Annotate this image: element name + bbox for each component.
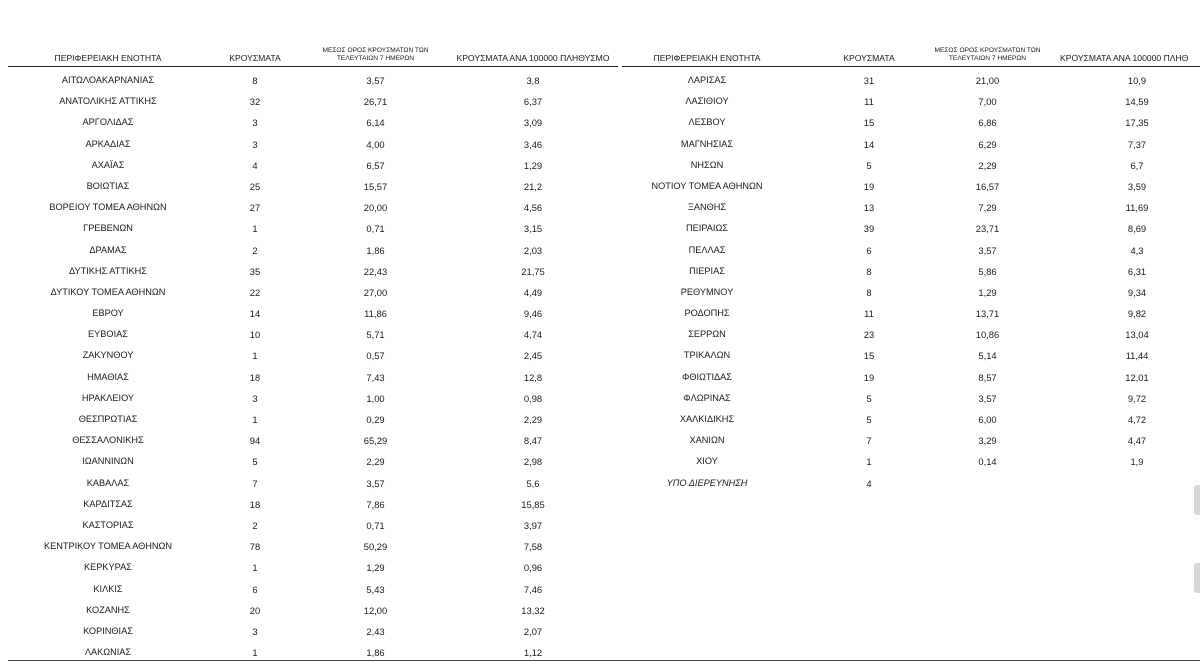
table-row — [8, 324, 618, 345]
table-bottom-border — [8, 660, 1200, 661]
cell-per-100k: 3,46 — [523, 138, 543, 150]
cell-avg-7-days: 10,86 — [975, 329, 1000, 341]
cell-region: ΠΕΙΡΑΙΩΣ — [686, 223, 728, 234]
cell-per-100k: 4,56 — [523, 202, 543, 214]
cell-cases: 11 — [864, 96, 874, 108]
cell-region: ΖΑΚΥΝΘΟΥ — [82, 350, 134, 361]
table-row — [622, 345, 1200, 366]
cell-avg-7-days: 5,14 — [978, 350, 997, 362]
cell-avg-7-days: 0,71 — [366, 519, 385, 531]
cell-cases: 94 — [249, 435, 261, 447]
header-avg-line2: ΤΕΛΕΥΤΑΙΩΝ 7 ΗΜΕΡΩΝ — [948, 55, 1027, 62]
cell-region: ΘΕΣΠΡΩΤΙΑΣ — [78, 414, 138, 424]
cell-per-100k: 11,69 — [1125, 202, 1149, 214]
cell-region: ΛΑΚΩΝΙΑΣ — [84, 647, 132, 658]
cell-cases: 3 — [252, 625, 258, 637]
cell-per-100k: 9,34 — [1127, 286, 1147, 298]
cell-cases: 14 — [863, 138, 875, 150]
cell-cases: 1 — [252, 414, 258, 425]
cell-per-100k: 10,9 — [1127, 75, 1147, 86]
cell-per-100k: 11,44 — [1125, 350, 1149, 362]
cell-region: ΡΕΘΥΜΝΟΥ — [680, 286, 734, 297]
cell-avg-7-days: 3,29 — [978, 435, 997, 447]
cell-per-100k: 12,01 — [1125, 371, 1149, 383]
cell-avg-7-days: 0,57 — [366, 350, 385, 362]
cell-avg-7-days: 3,57 — [978, 244, 997, 256]
cell-region: ΑΧΑΪΑΣ — [91, 159, 125, 170]
cell-region: ΚΑΣΤΟΡΙΑΣ — [82, 519, 134, 530]
cell-cases: 15 — [863, 117, 875, 129]
table-row — [622, 324, 1200, 345]
cell-cases: 25 — [249, 180, 261, 192]
cell-region: ΚΟΡΙΝΘΙΑΣ — [83, 625, 133, 636]
cell-per-100k: 14,59 — [1125, 96, 1149, 108]
cell-cases: 5 — [252, 456, 258, 468]
cell-region: ΔΡΑΜΑΣ — [89, 244, 127, 255]
table-row — [622, 134, 1200, 155]
cell-region: ΤΡΙΚΑΛΩΝ — [683, 350, 731, 361]
cell-avg-7-days: 27,00 — [363, 286, 388, 298]
header-avg-7-days — [920, 47, 1055, 63]
table-row — [622, 70, 1200, 91]
cell-per-100k: 9,46 — [523, 308, 543, 320]
cell-cases: 7 — [252, 477, 258, 489]
header-region: ΠΕΡΙΦΕΡΕΙΑΚΗ ΕΝΟΤΗΤΑ — [653, 53, 761, 63]
cell-cases: 8 — [866, 286, 872, 298]
cell-avg-7-days: 1,86 — [366, 647, 385, 659]
table-row — [8, 345, 618, 366]
cell-region: ΦΛΩΡΙΝΑΣ — [683, 392, 731, 403]
cell-per-100k: 3,8 — [526, 75, 540, 86]
cell-per-100k: 0,96 — [523, 562, 543, 574]
table-row — [8, 70, 618, 91]
table-row — [622, 176, 1200, 197]
header-cases: ΚΡΟΥΣΜΑΤΑ — [843, 53, 895, 63]
cell-per-100k: 7,46 — [523, 583, 543, 595]
cell-region: ΚΕΝΤΡΙΚΟΥ ΤΟΜΕΑ ΑΘΗΝΩΝ — [43, 541, 173, 552]
cell-avg-7-days: 50,29 — [363, 541, 388, 553]
table-row — [8, 240, 618, 261]
table-row — [8, 218, 618, 239]
cell-per-100k: 17,35 — [1125, 117, 1149, 129]
cell-per-100k: 21,75 — [521, 265, 545, 277]
cell-per-100k: 4,47 — [1127, 435, 1147, 447]
cell-per-100k: 7,58 — [523, 541, 543, 553]
cell-region: ΜΑΓΝΗΣΙΑΣ — [680, 138, 734, 149]
cell-region: ΑΡΓΟΛΙΔΑΣ — [82, 117, 134, 128]
cell-avg-7-days: 26,71 — [363, 96, 388, 108]
cell-avg-7-days: 3,57 — [978, 392, 997, 404]
cell-cases: 1 — [252, 350, 258, 362]
cell-cases: 1 — [252, 562, 258, 574]
cell-avg-7-days: 2,29 — [366, 456, 385, 468]
cell-cases: 3 — [252, 117, 258, 129]
cell-region: ΚΕΡΚΥΡΑΣ — [84, 562, 132, 573]
cell-per-100k: 7,37 — [1127, 138, 1147, 150]
cell-cases: 39 — [863, 223, 875, 235]
table-row — [8, 282, 618, 303]
cell-region: ΗΡΑΚΛΕΙΟΥ — [81, 392, 135, 403]
cell-region: ΧΑΝΙΩΝ — [689, 435, 725, 446]
cell-region: ΛΑΡΙΣΑΣ — [687, 75, 727, 85]
cell-cases: 31 — [863, 75, 875, 86]
cell-per-100k: 2,45 — [523, 350, 543, 362]
table-row — [8, 515, 618, 536]
table-row — [622, 282, 1200, 303]
cell-cases: 23 — [863, 329, 875, 341]
cell-avg-7-days: 7,29 — [978, 202, 997, 214]
cell-region: ΧΙΟΥ — [696, 456, 718, 467]
header-avg-line2: ΤΕΛΕΥΤΑΙΩΝ 7 ΗΜΕΡΩΝ — [336, 55, 415, 62]
cell-cases: 5 — [866, 392, 872, 404]
table-row — [8, 494, 618, 515]
cell-per-100k: 9,72 — [1127, 392, 1147, 404]
cell-per-100k: 1,9 — [1130, 456, 1144, 468]
cell-cases: 19 — [863, 371, 875, 383]
cell-avg-7-days: 6,29 — [978, 138, 997, 150]
cell-avg-7-days: 5,86 — [978, 265, 997, 277]
cell-avg-7-days: 8,57 — [978, 371, 997, 383]
cell-per-100k: 3,97 — [523, 519, 543, 531]
cell-per-100k: 2,29 — [523, 414, 543, 425]
cell-region: ΚΑΒΑΛΑΣ — [86, 477, 130, 488]
header-per-100k: ΚΡΟΥΣΜΑΤΑ ΑΝΑ 100000 ΠΛΗΘ — [1060, 53, 1189, 63]
table-row — [8, 600, 618, 621]
cell-cases: 27 — [249, 202, 261, 214]
cell-avg-7-days: 3,57 — [366, 477, 385, 489]
table-row — [622, 388, 1200, 409]
cell-per-100k: 3,15 — [523, 223, 543, 235]
table-row — [8, 367, 618, 388]
cell-cases: 35 — [249, 265, 261, 277]
cell-region: ΥΠΟ ΔΙΕΡΕΥΝΗΣΗ — [666, 477, 748, 488]
table-row — [622, 261, 1200, 282]
cell-cases: 7 — [866, 435, 872, 447]
cell-per-100k: 1,12 — [523, 647, 543, 659]
cell-avg-7-days: 65,29 — [363, 435, 388, 447]
cell-region: ΒΟΙΩΤΙΑΣ — [86, 180, 130, 191]
cell-per-100k: 4,49 — [523, 286, 543, 298]
cell-cases: 11 — [864, 308, 874, 320]
table-row — [8, 473, 618, 494]
cell-per-100k: 8,47 — [523, 435, 543, 447]
cell-region: ΔΥΤΙΚΗΣ ΑΤΤΙΚΗΣ — [69, 265, 147, 276]
table-row — [8, 409, 618, 430]
cell-per-100k: 4,72 — [1127, 414, 1147, 425]
cell-per-100k: 2,03 — [523, 244, 543, 256]
header-region: ΠΕΡΙΦΕΡΕΙΑΚΗ ΕΝΟΤΗΤΑ — [54, 53, 162, 63]
cell-cases: 20 — [249, 604, 261, 616]
header-cases: ΚΡΟΥΣΜΑΤΑ — [229, 53, 281, 63]
cell-per-100k: 1,29 — [523, 159, 543, 171]
header-avg-7-days — [308, 47, 443, 63]
cell-region: ΠΙΕΡΙΑΣ — [689, 265, 725, 276]
cell-cases: 5 — [866, 414, 872, 425]
table-row — [8, 536, 618, 557]
cell-per-100k: 21,2 — [523, 180, 543, 192]
table-row — [8, 197, 618, 218]
cell-avg-7-days: 15,57 — [363, 180, 388, 192]
cell-cases: 2 — [252, 519, 258, 531]
table-body — [622, 70, 1200, 494]
table-row — [8, 261, 618, 282]
cell-region: ΧΑΛΚΙΔΙΚΗΣ — [679, 414, 735, 424]
cell-per-100k: 2,98 — [523, 456, 543, 468]
cell-cases: 78 — [249, 541, 261, 553]
cell-cases: 8 — [866, 265, 872, 277]
cell-cases: 1 — [252, 223, 258, 235]
table-row — [8, 134, 618, 155]
cell-avg-7-days: 1,29 — [366, 562, 385, 574]
cell-region: ΑΝΑΤΟΛΙΚΗΣ ΑΤΤΙΚΗΣ — [59, 96, 157, 107]
cell-cases: 18 — [249, 498, 261, 510]
cell-region: ΚΟΖΑΝΗΣ — [86, 604, 130, 615]
cell-cases: 3 — [252, 392, 258, 404]
cell-cases: 10 — [249, 329, 261, 341]
cell-per-100k: 4,3 — [1130, 244, 1144, 256]
cell-region: ΓΡΕΒΕΝΩΝ — [83, 223, 133, 234]
cell-region: ΞΑΝΘΗΣ — [687, 202, 727, 213]
cell-per-100k: 6,31 — [1127, 265, 1147, 277]
cell-cases: 19 — [863, 180, 875, 192]
cell-per-100k: 3,59 — [1127, 180, 1147, 192]
cell-region: ΑΙΤΩΛΟΑΚΑΡΝΑΝΙΑΣ — [61, 75, 155, 85]
cell-avg-7-days: 6,57 — [366, 159, 385, 171]
cell-avg-7-days: 0,71 — [366, 223, 385, 235]
cell-cases: 2 — [252, 244, 258, 256]
cell-cases: 32 — [249, 96, 261, 108]
table-row — [622, 91, 1200, 112]
table-row — [8, 579, 618, 600]
cell-avg-7-days: 20,00 — [363, 202, 388, 214]
cell-per-100k: 4,74 — [523, 329, 543, 341]
cell-region: ΝΗΣΩΝ — [690, 159, 724, 170]
cell-per-100k: 13,32 — [521, 604, 545, 616]
cell-per-100k: 3,09 — [523, 117, 543, 129]
table-row — [622, 155, 1200, 176]
cell-cases: 8 — [252, 75, 258, 86]
table-row — [622, 197, 1200, 218]
table-row — [8, 557, 618, 578]
cell-avg-7-days: 0,14 — [978, 456, 997, 468]
table-row — [622, 240, 1200, 261]
cell-cases: 15 — [863, 350, 875, 362]
cell-avg-7-days: 6,86 — [978, 117, 997, 129]
cell-cases: 1 — [252, 647, 258, 659]
table-row — [622, 367, 1200, 388]
table-header — [622, 0, 1200, 67]
cell-per-100k: 6,7 — [1130, 159, 1144, 171]
table-row — [622, 409, 1200, 430]
cell-region: ΛΕΣΒΟΥ — [688, 117, 726, 128]
cell-region: ΠΕΛΛΑΣ — [688, 244, 726, 255]
table-row — [8, 176, 618, 197]
cell-region: ΡΟΔΟΠΗΣ — [684, 308, 730, 319]
page-edge-shadow — [1194, 563, 1200, 593]
header-avg-line1: ΜΕΣΟΣ ΟΡΟΣ ΚΡΟΥΣΜΑΤΩΝ ΤΩΝ — [934, 47, 1041, 54]
table-row — [622, 451, 1200, 472]
cell-avg-7-days: 6,00 — [978, 414, 997, 425]
cell-cases: 22 — [249, 286, 261, 298]
cell-avg-7-days: 2,43 — [366, 625, 385, 637]
cell-cases: 14 — [249, 308, 261, 320]
cell-cases: 3 — [252, 138, 258, 150]
table-row — [622, 218, 1200, 239]
cell-avg-7-days: 0,29 — [366, 414, 385, 425]
cell-region: ΚΙΛΚΙΣ — [93, 583, 123, 594]
table-row — [622, 430, 1200, 451]
cell-avg-7-days: 7,43 — [366, 371, 385, 383]
table-row — [8, 303, 618, 324]
cell-cases: 6 — [252, 583, 258, 595]
table-row — [8, 621, 618, 642]
cell-avg-7-days: 5,43 — [366, 583, 385, 595]
cell-avg-7-days: 1,29 — [978, 286, 997, 298]
cell-region: ΔΥΤΙΚΟΥ ΤΟΜΕΑ ΑΘΗΝΩΝ — [50, 286, 166, 297]
cell-avg-7-days: 7,00 — [978, 96, 997, 108]
table-row — [8, 155, 618, 176]
cell-region: ΗΜΑΘΙΑΣ — [87, 371, 129, 382]
cell-cases: 18 — [249, 371, 261, 383]
cell-avg-7-days: 16,57 — [975, 180, 1000, 192]
cell-avg-7-days: 23,71 — [975, 223, 1000, 235]
cell-cases: 5 — [866, 159, 872, 171]
cell-avg-7-days: 12,00 — [363, 604, 388, 616]
table-row — [8, 388, 618, 409]
cell-avg-7-days: 11,86 — [364, 308, 387, 320]
table-row — [8, 91, 618, 112]
cell-avg-7-days: 13,71 — [975, 308, 1000, 320]
cell-cases: 4 — [252, 159, 258, 171]
cell-cases: 6 — [866, 244, 872, 256]
table-row — [8, 430, 618, 451]
table-row — [622, 112, 1200, 133]
cell-region: ΘΕΣΣΑΛΟΝΙΚΗΣ — [72, 435, 144, 446]
cell-region: ΕΒΡΟΥ — [92, 308, 124, 319]
cell-avg-7-days: 2,29 — [978, 159, 997, 171]
cell-avg-7-days: 22,43 — [363, 265, 388, 277]
cell-per-100k: 9,82 — [1127, 308, 1147, 320]
cell-avg-7-days: 1,00 — [366, 392, 385, 404]
cell-avg-7-days: 21,00 — [975, 75, 1000, 86]
cell-per-100k: 13,04 — [1125, 329, 1149, 341]
cell-per-100k: 12,8 — [523, 371, 543, 383]
cell-per-100k: 6,37 — [523, 96, 543, 108]
cell-avg-7-days: 4,00 — [366, 138, 385, 150]
cell-avg-7-days: 1,86 — [366, 244, 385, 256]
cell-region: ΙΩΑΝΝΙΝΩΝ — [82, 456, 134, 467]
header-per-100k: ΚΡΟΥΣΜΑΤΑ ΑΝΑ 100000 ΠΛΗΘΥΣΜΟ — [456, 53, 610, 63]
cell-avg-7-days: 7,86 — [366, 498, 385, 510]
cell-per-100k: 2,07 — [523, 625, 543, 637]
cell-per-100k: 8,69 — [1127, 223, 1147, 235]
cell-per-100k: 15,85 — [521, 498, 545, 510]
cell-per-100k: 0,98 — [523, 392, 543, 404]
table-row — [8, 451, 618, 472]
cell-region: ΛΑΣΙΘΙΟΥ — [685, 96, 729, 107]
cell-cases: 4 — [866, 477, 872, 489]
cell-avg-7-days: 3,57 — [366, 75, 385, 86]
cell-cases: 1 — [866, 456, 872, 468]
cell-region: ΕΥΒΟΙΑΣ — [88, 329, 128, 340]
cell-cases: 13 — [863, 202, 875, 214]
table-row — [622, 303, 1200, 324]
header-avg-line1: ΜΕΣΟΣ ΟΡΟΣ ΚΡΟΥΣΜΑΤΩΝ ΤΩΝ — [322, 47, 429, 54]
cell-avg-7-days: 5,71 — [366, 329, 385, 341]
cell-region: ΦΘΙΩΤΙΔΑΣ — [681, 371, 732, 382]
cell-per-100k: 5,6 — [526, 477, 540, 489]
cell-region: ΝΟΤΙΟΥ ΤΟΜΕΑ ΑΘΗΝΩΝ — [651, 180, 763, 191]
cell-region: ΒΟΡΕΙΟΥ ΤΟΜΕΑ ΑΘΗΝΩΝ — [49, 202, 167, 213]
cell-region: ΣΕΡΡΩΝ — [688, 329, 726, 340]
cell-avg-7-days: 6,14 — [366, 117, 385, 129]
table-row — [622, 473, 1200, 494]
table-header — [8, 0, 618, 67]
page-edge-shadow — [1194, 485, 1200, 515]
cell-region: ΚΑΡΔΙΤΣΑΣ — [83, 498, 133, 509]
table-row — [8, 112, 618, 133]
cell-region: ΑΡΚΑΔΙΑΣ — [85, 138, 131, 149]
table-body — [8, 70, 618, 663]
